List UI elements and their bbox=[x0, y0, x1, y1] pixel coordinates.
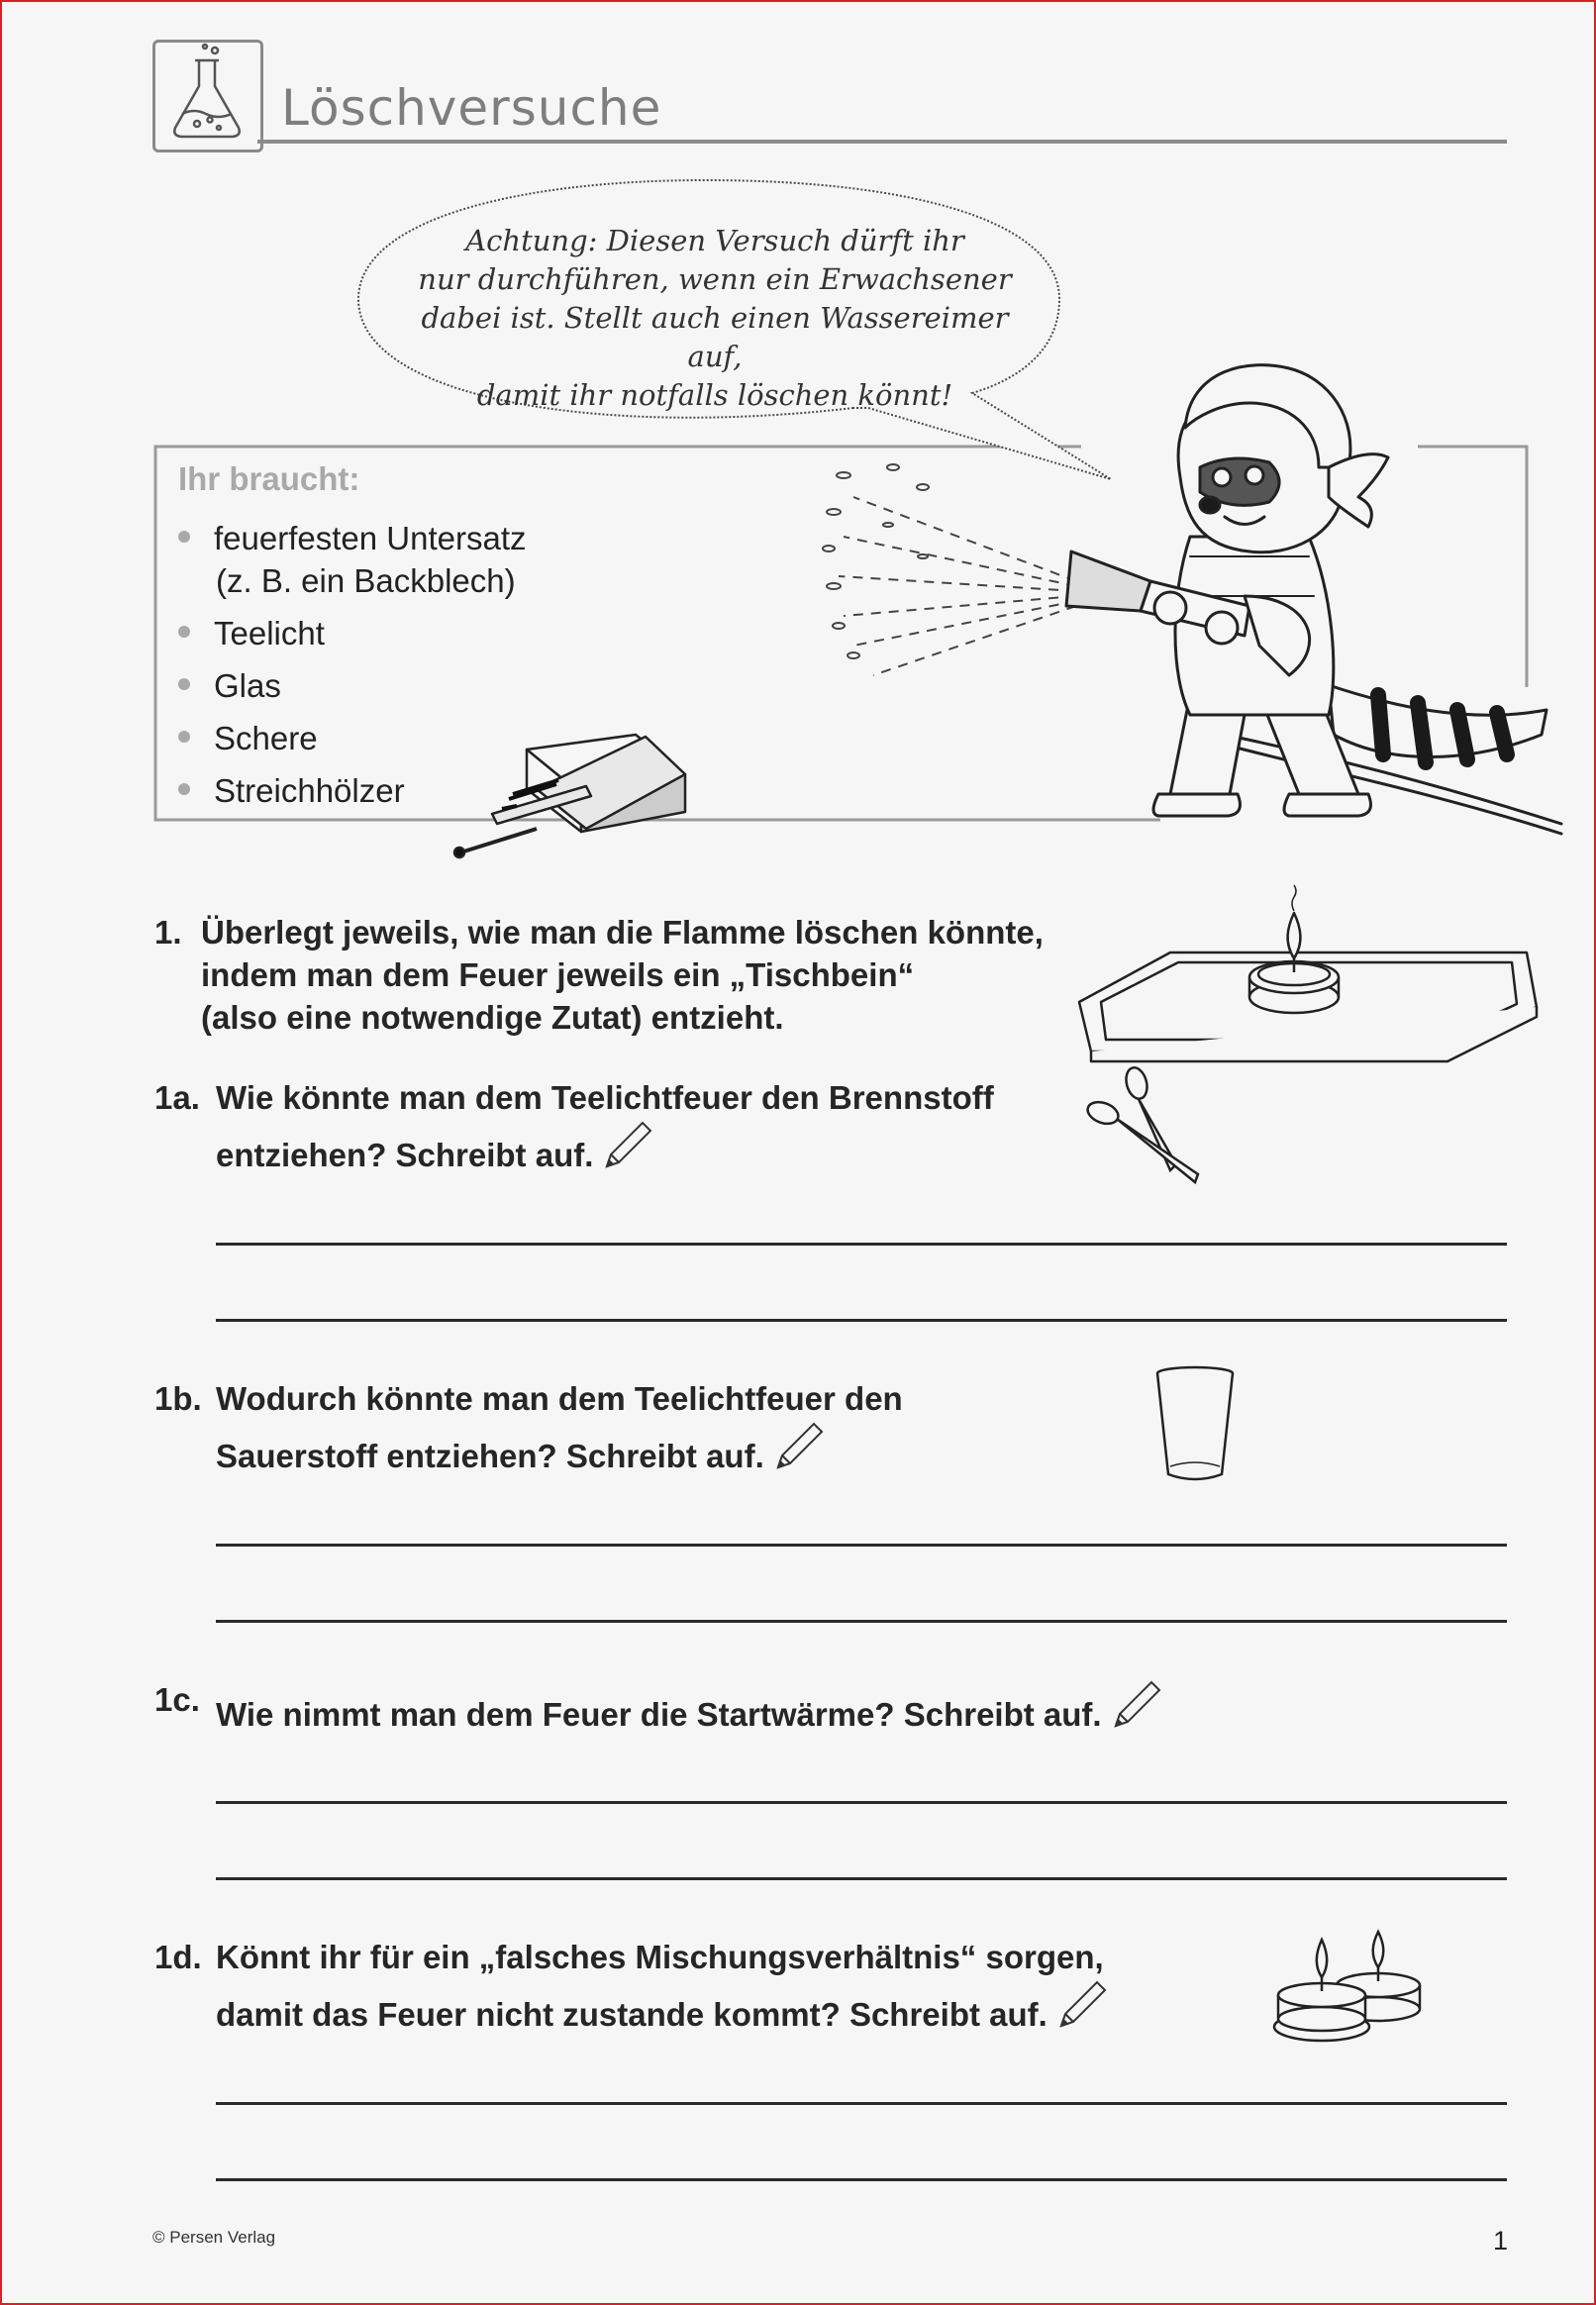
speech-line: Achtung: Diesen Versuch dürft ihr bbox=[465, 224, 964, 257]
task-line-text: Sauerstoff entziehen? Schreibt auf. bbox=[216, 1438, 764, 1474]
task-line: Wodurch könnte man dem Teelichtfeuer den bbox=[216, 1380, 903, 1417]
bullet bbox=[178, 626, 190, 638]
two-tealights-icon bbox=[1269, 1898, 1438, 2056]
water-spray-icon bbox=[823, 464, 1076, 675]
answer-line[interactable] bbox=[216, 2178, 1507, 2181]
pencil-icon bbox=[1053, 1978, 1109, 2034]
task-number: 1. bbox=[154, 914, 182, 951]
bullet bbox=[178, 731, 190, 743]
speech-line: dabei ist. Stellt auch einen Wassereimer auf, bbox=[421, 301, 1009, 373]
task-number: 1a. bbox=[154, 1079, 200, 1116]
material-label: Schere bbox=[214, 720, 318, 756]
pencil-icon bbox=[599, 1119, 654, 1174]
task-number: 1b. bbox=[154, 1380, 202, 1417]
task-line: indem man dem Feuer jeweils ein „Tischbein“ bbox=[201, 956, 915, 993]
task-line: (also eine notwendige Zutat) entzieht. bbox=[201, 999, 784, 1036]
task-1d bbox=[154, 1936, 1244, 2035]
material-sub: (z. B. ein Backblech) bbox=[216, 562, 516, 599]
task-line: Könnt ihr für ein „falsches Mischungsverhältnis“ sorgen, bbox=[216, 1939, 1104, 1975]
task-line-text: entziehen? Schreibt auf. bbox=[216, 1137, 594, 1173]
task-line-text: damit das Feuer nicht zustande kommt? Schreibt auf. bbox=[216, 1996, 1047, 2033]
task-1a bbox=[154, 1076, 1145, 1175]
copyright: © Persen Verlag bbox=[152, 2228, 276, 2247]
material-label: feuerfesten Untersatz bbox=[214, 520, 527, 556]
task-1c bbox=[154, 1678, 1244, 1738]
task-number: 1d. bbox=[154, 1939, 202, 1975]
task-line: Wie könnte man dem Teelichtfeuer den Brennstoff bbox=[216, 1079, 994, 1116]
task-1 bbox=[154, 911, 1145, 1050]
pencil-icon bbox=[1108, 1678, 1163, 1734]
page-title: Löschversuche bbox=[281, 79, 662, 137]
material-item bbox=[178, 667, 281, 705]
speech-bubble-text bbox=[398, 222, 1032, 415]
pencil-icon bbox=[770, 1420, 826, 1475]
bullet bbox=[178, 678, 190, 690]
task-line bbox=[216, 1978, 1109, 2036]
material-item bbox=[178, 720, 318, 757]
task-1b bbox=[154, 1377, 1145, 1476]
task-number: 1c. bbox=[154, 1681, 200, 1718]
material-label: Teelicht bbox=[214, 615, 325, 651]
material-item bbox=[178, 520, 527, 557]
task-line bbox=[216, 1119, 994, 1176]
page-number: 1 bbox=[1493, 2226, 1509, 2255]
answer-line[interactable] bbox=[216, 1319, 1507, 1322]
task-line-text: Wie nimmt man dem Feuer die Startwärme? Schreibt auf. bbox=[216, 1696, 1102, 1733]
material-label: Streichhölzer bbox=[214, 772, 405, 809]
material-label: Glas bbox=[214, 667, 281, 704]
answer-line[interactable] bbox=[216, 1877, 1507, 1880]
answer-line[interactable] bbox=[216, 1544, 1507, 1547]
top-illustration-layer bbox=[2, 2, 1596, 893]
answer-line[interactable] bbox=[216, 1801, 1507, 1804]
speech-line: damit ihr notfalls löschen könnt! bbox=[476, 378, 953, 412]
firefighter-raccoon-icon bbox=[1066, 365, 1561, 834]
task-line bbox=[216, 1678, 1163, 1736]
material-item bbox=[178, 615, 325, 652]
materials-heading: Ihr braucht: bbox=[178, 460, 360, 497]
matchbox-icon bbox=[454, 735, 685, 857]
glass-icon bbox=[1152, 1363, 1242, 1492]
task-line: Überlegt jeweils, wie man die Flamme löschen könnte, bbox=[201, 914, 1044, 951]
answer-line[interactable] bbox=[216, 1620, 1507, 1623]
speech-line: nur durchführen, wenn ein Erwachsener bbox=[418, 262, 1012, 296]
bullet bbox=[178, 531, 190, 543]
answer-line[interactable] bbox=[216, 2102, 1507, 2105]
bullet bbox=[178, 783, 190, 795]
answer-line[interactable] bbox=[216, 1243, 1507, 1246]
task-line bbox=[216, 1420, 903, 1477]
material-item bbox=[178, 772, 405, 810]
